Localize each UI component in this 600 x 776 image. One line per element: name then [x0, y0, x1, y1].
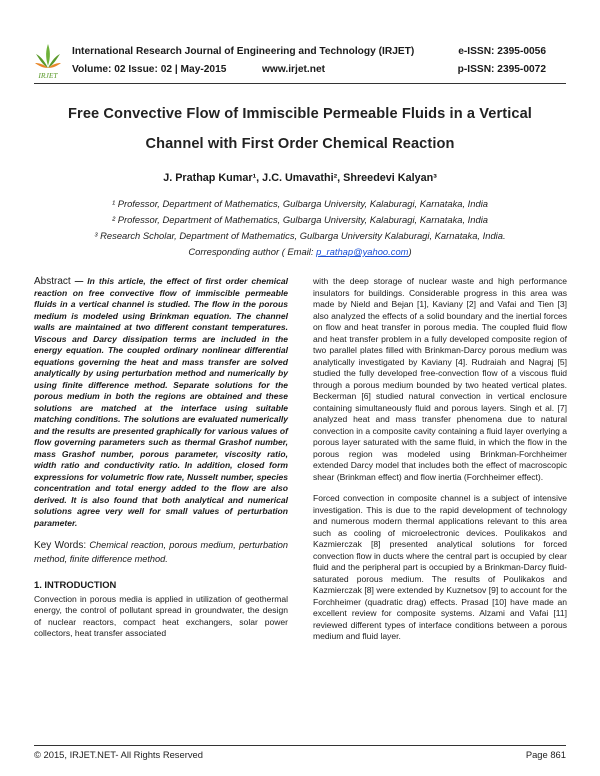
introduction-heading: 1. INTRODUCTION	[34, 579, 117, 590]
footer-divider	[34, 745, 566, 746]
abstract-dash: —	[70, 276, 88, 286]
affiliation-2: ² Professor, Department of Mathematics, Gulbarga University, Kalaburagi, Karnataka, India	[111, 214, 489, 225]
page-number: Page 861	[525, 749, 566, 760]
introduction-para-1: Convection in porous media is applied in utilization of geothermal energy, the control of pollutant spread in groundwater, the design of nuclear reactors, compact heat exchangers, solar power collectors, heat transfer associated	[34, 593, 288, 638]
p-issn: p-ISSN: 2395-0072	[457, 64, 546, 75]
affiliation-1: ¹ Professor, Department of Mathematics, Gulbarga University, Kalaburagi, Karnataka, India	[111, 198, 489, 209]
affiliation-3: ³ Research Scholar, Department of Mathematics, Gulbarga University Kalaburagi, Karnataka, India.	[94, 230, 506, 241]
logo-text: IRJET	[38, 71, 58, 80]
e-issn: e-ISSN: 2395-0056	[458, 46, 546, 57]
volume-issue: Volume: 02 Issue: 02 | May-2015	[72, 64, 227, 75]
keywords-text: Chemical reaction, porous medium, perturbation method, finite difference method.	[34, 540, 288, 564]
author-list: J. Prathap Kumar¹, J.C. Umavathi², Shreedevi Kalyan³	[163, 172, 437, 184]
irjet-logo	[34, 42, 62, 80]
header-divider	[34, 83, 566, 84]
paper-title-line2: Channel with First Order Chemical Reaction	[145, 136, 455, 152]
corresponding-email-link[interactable]: p_rathap@yahoo.com	[316, 246, 409, 257]
copyright: © 2015, IRJET.NET- All Rights Reserved	[34, 749, 203, 760]
abstract	[34, 276, 288, 529]
abstract-label: Abstract	[34, 276, 71, 287]
abstract-text: In this article, the effect of first order chemical reaction on free convective flow of immiscible permeable fluids in a vertical channel is studied. The flow in the porous medium is modeled using Brinkman equation. The channel walls are maintained at two different constant temperatures. Viscous and Darcy dissipation terms are included in the energy equation. The coupled ordinary nonlinear differential equations governing the heat and mass transfer are solved analytically by using perturbation method and numerically by using finite difference method. Separate solutions for the porous medium in both the regions are obtained and these solutions are matched at the interface using suitable matching conditions. The solutions are evaluated numerically and the results are presented graphically for various values of flow governing parameters such as thermal Grashof number, mass Grashof number, porous parameter, viscosity ratio, width ratio and conductivity ratio. In addition, closed form expressions for volumetric flow rate, Nusselt number, species concentration and total energy added to the flow are also derived. It is also found that both analytical and numerical solutions agree very well for small values of perturbation parameter.	[34, 276, 288, 528]
corresponding-author	[30, 246, 570, 257]
keywords	[34, 539, 288, 565]
right-column	[313, 276, 567, 643]
journal-website[interactable]: www.irjet.net	[262, 64, 326, 75]
paper-title-line1: Free Convective Flow of Immiscible Permeable Fluids in a Vertical	[68, 106, 532, 122]
journal-name: International Research Journal of Engineering and Technology (IRJET)	[72, 46, 415, 57]
keywords-label: Key Words:	[34, 540, 87, 551]
introduction-para-2: with the deep storage of nuclear waste and high performance insulators for buildings. Considerable progress in this area was made by Nield and Bejan [1], Kaviany [2] and Vafai and Tien [3] also analyzed the effects of a solid boundary and the inertial forces on flow and heat transfer in porous media. The coupled fluid flow and heat transfer problem in a fully developed composite region of two parallel plates filled with Brinkman-Darcy porous medium was analytically investigated by Kaviany [4]. Rudraiah and Nagraj [5] studied the fully developed free-convection flow of a viscous fluid through a porous medium bounded by two heated vertical plates. Beckerman [6] studied natural convection in vertical enclosure containing simultaneously fluid and porous layers. Singh et al. [7] analyzed heat and mass transfer phenomena due to natural convection in a composite cavity containing a fluid layer overlying a porous layer saturated with the same fluid, in which the flow in the porous region was modeled using Brinkman-Forchheimer extended Darcy model that includes both the effect of macroscopic shear (Brinkman effect) and flow inertia (Forchheimer effect).	[313, 276, 567, 482]
left-column	[34, 276, 288, 640]
introduction-para-3: Forced convection in composite channel is a subject of intensive investigation. This is due to the rapid development of technology and numerous modern thermal applications relevant to this area such as cooling of microelectronic devices. Poulikakos and Kazmierczak [8] presented analytical solutions for forced convection flow in ducts where the central part is occupied by clear fluid and the peripheral part is occupied by a Brinkman-Darcy fluid-saturated porous medium. The results of Poulikakos and Kazmierczak [8] were extended by Kuznetsov [9] to account for the Forchheimer (quadratic drag) effects. Prasad [10] have made an excellent review for composite systems. Alzami and Vafai [11] reviewed different types of interface conditions between a porous medium and fluid layer.	[313, 493, 567, 641]
corresponding-end: )	[408, 246, 412, 257]
corresponding-label: Corresponding author ( Email:	[188, 246, 317, 257]
